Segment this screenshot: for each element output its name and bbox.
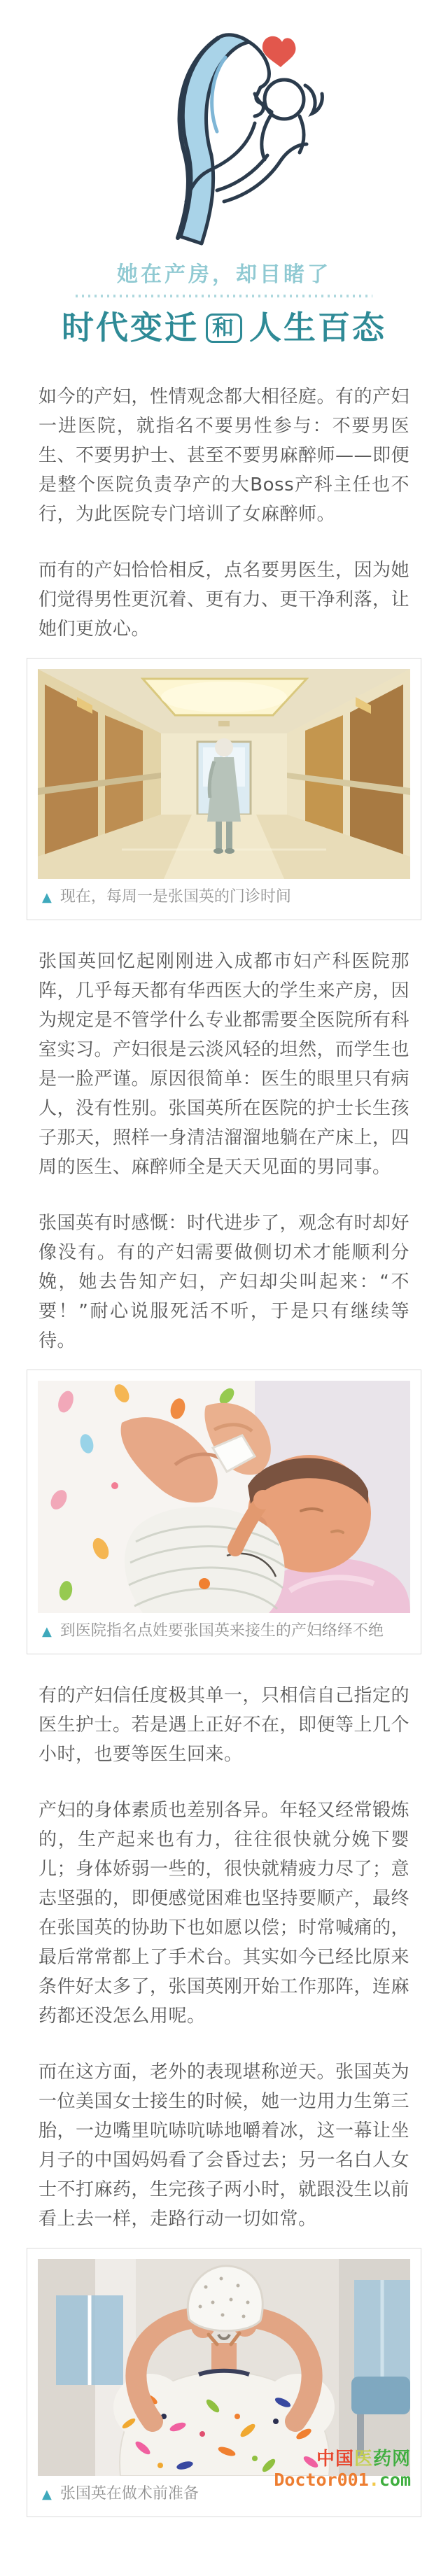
paragraph-4: 张国英有时感慨：时代进步了，观念有时却好像没有。有的产妇需要做侧切术才能顺利分娩，她去告知产妇，产妇却尖叫起来：“不要！”耐心说服死活不听，于是只有继续等待。 — [38, 1213, 410, 1351]
site-watermark — [274, 2449, 411, 2491]
photo-hospital-corridor[interactable] — [38, 669, 410, 879]
watermark-url — [274, 2470, 411, 2491]
paragraph-3: 张国英回忆起刚刚进入成都市妇产科医院那阵，几乎每天都有华西医大的学生来产房，因为规定是不管学什么专业都需要全医院所有科室实习。产妇很是云淡风轻的坦然，而学生也是一脸严谨。原因很简单：医生的眼里只有病人，没有性别。张国英所在医院的护士长生孩子那天，照样一身清洁溜溜地躺在产床上，四周的医生、麻醉师全是天天见面的男同事。 — [38, 951, 410, 1178]
figure-caption-text: 现在，每周一是张国英的门诊时间 — [59, 888, 291, 906]
figure-caption-text: 张国英在做术前准备 — [59, 2485, 199, 2503]
dotted-divider — [76, 295, 372, 297]
watermark-cn-red: 中国 — [316, 2449, 354, 2470]
figure-card-corridor — [27, 658, 421, 920]
caption-triangle-icon: ▲ — [42, 2487, 52, 2502]
watermark-chinese — [274, 2449, 411, 2470]
hero-illustration — [0, 0, 448, 260]
watermark-en-dot: . — [368, 2470, 379, 2490]
caption-triangle-icon: ▲ — [42, 890, 52, 905]
watermark-cn-yellowgreen: 医 — [354, 2449, 373, 2470]
title-part1: 时代变迁 — [62, 309, 199, 346]
paragraph-5: 有的产妇信任度极其单一，只相信自己指定的医生护士。若是遇上正好不在，即便等上几个小时，也要等医生回来。 — [38, 1685, 410, 1765]
watermark-en-green: com — [379, 2470, 411, 2490]
figure-caption-text: 到医院指名点姓要张国英来接生的产妇络绎不绝 — [59, 1622, 384, 1640]
figure-card-newborn — [27, 1370, 421, 1654]
watermark-cn-green: 药网 — [372, 2449, 411, 2470]
figure-card-surgeon — [27, 2248, 421, 2517]
photo-doctor-tying-cap[interactable] — [38, 2259, 410, 2476]
paragraph-2: 而有的产妇恰恰相反，点名要男医生，因为她们觉得男性更沉着、更有力、更干净利落，让她们更放心。 — [38, 560, 410, 640]
article-subtitle: 她在产房，却目睹了 — [117, 262, 331, 287]
paragraph-1: 如今的产妇，性情观念都大相径庭。有的产妇一进医院，就指名不要男性参与：不要男医生、不要男护士、甚至不要男麻醉师——即便是整个医院负责孕产的大Boss产科主任也不行，为此医院专门培训了女麻醉师。 — [38, 386, 410, 525]
figure-caption — [42, 887, 406, 908]
title-mid-boxed: 和 — [206, 314, 242, 343]
photo-newborn-baby[interactable] — [38, 1381, 410, 1613]
paragraph-6: 产妇的身体素质也差别各异。年轻又经常锻炼的，生产起来也有力，往往很快就分娩下婴儿；身体娇弱一些的，很快就精疲力尽了；意志坚强的，即便感觉困难也坚持要顺产，最终在张国英的协助下也如愿以偿；时常喊痛的，最后常常都上了手术台。其实如今已经比原来条件好太多了，张国英刚开始工作那阵，连麻药都还没怎么用呢。 — [38, 1800, 410, 2027]
title-part2: 人生百态 — [249, 309, 386, 346]
article-title — [0, 307, 448, 349]
watermark-en-orange: Doctor001 — [274, 2470, 369, 2490]
paragraph-7: 而在这方面，老外的表现堪称逆天。张国英为一位美国女士接生的时候，她一边用力生第三胎，一边嘴里吭哧吭哧地嚼着冰，这一幕让坐月子的中国妈妈看了会昏过去；另一名白人女士不打麻药，生完孩子两小时，就跟没生以前看上去一样，走路行动一切如常。 — [38, 2062, 410, 2230]
mother-and-baby-icon — [112, 18, 336, 260]
caption-triangle-icon: ▲ — [42, 1624, 52, 1639]
figure-caption — [42, 1621, 406, 1642]
